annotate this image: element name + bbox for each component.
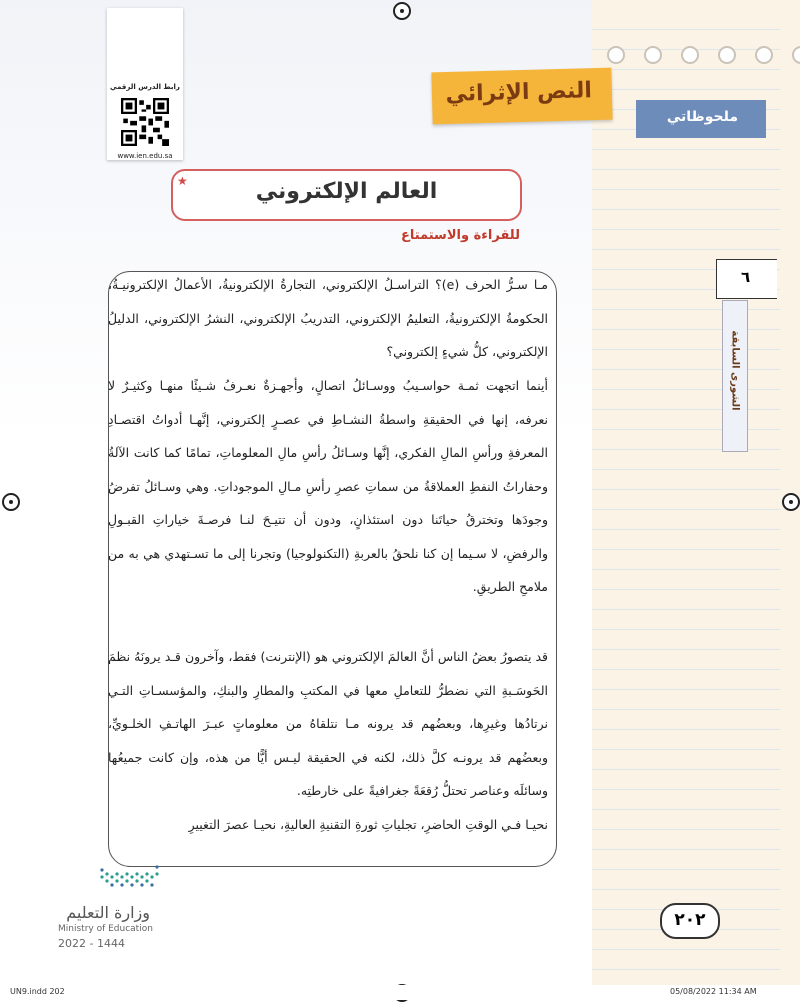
binder-hole bbox=[607, 46, 625, 64]
binder-holes bbox=[607, 46, 800, 64]
paragraph-3: قد يتصورُ بعضُ الناس أنَّ العالمَ الإلكتروني هو (الإنترنت) فقط، وآخرون قـد يرونَهُ نظمَ الحَوسَـبةِ التي نضطرُّ للتعاملِ معها في المكتبِ والمطارِ والبنكِ، والمؤسسـاتِ التـي نرتادُها وغيرِها، وبعضُهم قد يرونه مـا نتلقاهُ من معلوماتٍ عبـرَ الهاتـفِ الخلـويِّ، وبعضُهم قد يرونـه كلَّ ذلك، لكنه في الحقيقة ليـس أيًّا من هذه، وإن كانت جميعُها وسائلَه وعناصر تحتلُّ رُقعَةً جغرافيةً على خارطتِه. bbox=[108, 649, 548, 798]
registration-mark-icon bbox=[393, 2, 411, 20]
banner-title: النص الإثرائي bbox=[445, 78, 593, 107]
notes-tab-label: ملحوظاتي bbox=[666, 109, 738, 125]
lesson-title-box bbox=[171, 169, 522, 221]
enrichment-banner bbox=[431, 68, 612, 125]
qr-code-icon[interactable] bbox=[121, 98, 169, 146]
digital-lesson-link[interactable] bbox=[107, 8, 183, 160]
unit-side-label bbox=[722, 300, 748, 452]
qr-url: www.ien.edu.sa bbox=[117, 152, 173, 160]
lesson-subtitle: للقراءة والاستمتاع bbox=[400, 228, 520, 243]
binder-hole bbox=[792, 46, 800, 64]
lined-notebook bbox=[592, 10, 780, 985]
star-icon: ★ bbox=[177, 174, 188, 188]
qr-label: رابط الدرس الرقمي bbox=[110, 83, 180, 91]
unit-number-tab bbox=[716, 259, 777, 299]
binder-hole bbox=[644, 46, 662, 64]
binder-hole bbox=[681, 46, 699, 64]
ministry-name-ar: وزارة التعليم bbox=[66, 903, 150, 922]
paragraph-2: أينما اتجهت ثمـة حواسـيبُ ووسـائلُ اتصالٍ، وأجهـزةٌ نعـرفُ شـيئًا منهـا وكثيـرٌ لا نعرفه، إنها في الحقيقةِ واسطةُ النشـاطِ في عصـرٍ إلكتروني، إنَّهـا أدواتُ اقتصـادِ المعرفةِ ورأسِ المالِ الفكري، إنَّها وسـائلُ رأسِ مالِ المعلوماتِ، تمامًا كما كانت الآلةُ وحفاراتُ النفطِ العملاقةُ من سماتِ عصرِ رأسِ مـالِ الموجوداتِ. وهي وسـائلُ تفرضُ وجودَها وتخترقُ حياتَنا دون استئذانٍ، ودون أن تتيـحَ لنـا فرصـةَ خياراتِ القبـولِ والرفضِ، لا سـيما إن كنا نلحقُ بالعربةِ (التكنولوجيا) وتجرنا إلى ما تسـتهدي هي به من ملامحِ الطريقِ. bbox=[108, 378, 548, 594]
ministry-name-en: Ministry of Education bbox=[58, 924, 153, 934]
page-number-badge bbox=[660, 903, 720, 939]
footer-datetime: 05/08/2022 11:34 AM bbox=[670, 987, 757, 996]
footer-file-name: UN9.indd 202 bbox=[10, 987, 65, 996]
binder-hole bbox=[718, 46, 736, 64]
lesson-title: العالم الإلكتروني bbox=[255, 179, 438, 204]
binder-hole bbox=[755, 46, 773, 64]
paragraph-1: مـا سـرُّ الحرف (e)؟ التراسـلُ الإلكتروني، التجارةُ الإلكترونيةُ، الأعمالُ الإلكترونيـةُ، الحكومةُ الإلكترونيةُ، التعليمُ الإلكتروني، التدريبُ الإلكتروني، النشرُ الإلكتروني، الدليلُ الإلكتروني، كلُّ شيءٍ إلكتروني؟ bbox=[108, 277, 548, 359]
page-number: ٢٠٢ bbox=[674, 910, 706, 930]
notes-tab bbox=[636, 100, 766, 138]
ministry-year: 2022 - 1444 bbox=[58, 937, 125, 950]
registration-mark-icon bbox=[2, 493, 20, 511]
ministry-logo-icon bbox=[98, 865, 162, 893]
paragraph-4: نحيـا فـي الوقتِ الحاضرِ، تجلياتِ ثورةِ التقنيةِ العاليةِ، نحيـا عصرَ التغييرِ bbox=[188, 817, 548, 832]
registration-mark-icon bbox=[782, 493, 800, 511]
unit-side-label-text: الشورى السابقة bbox=[729, 330, 741, 411]
unit-number: ٦ bbox=[741, 268, 751, 286]
